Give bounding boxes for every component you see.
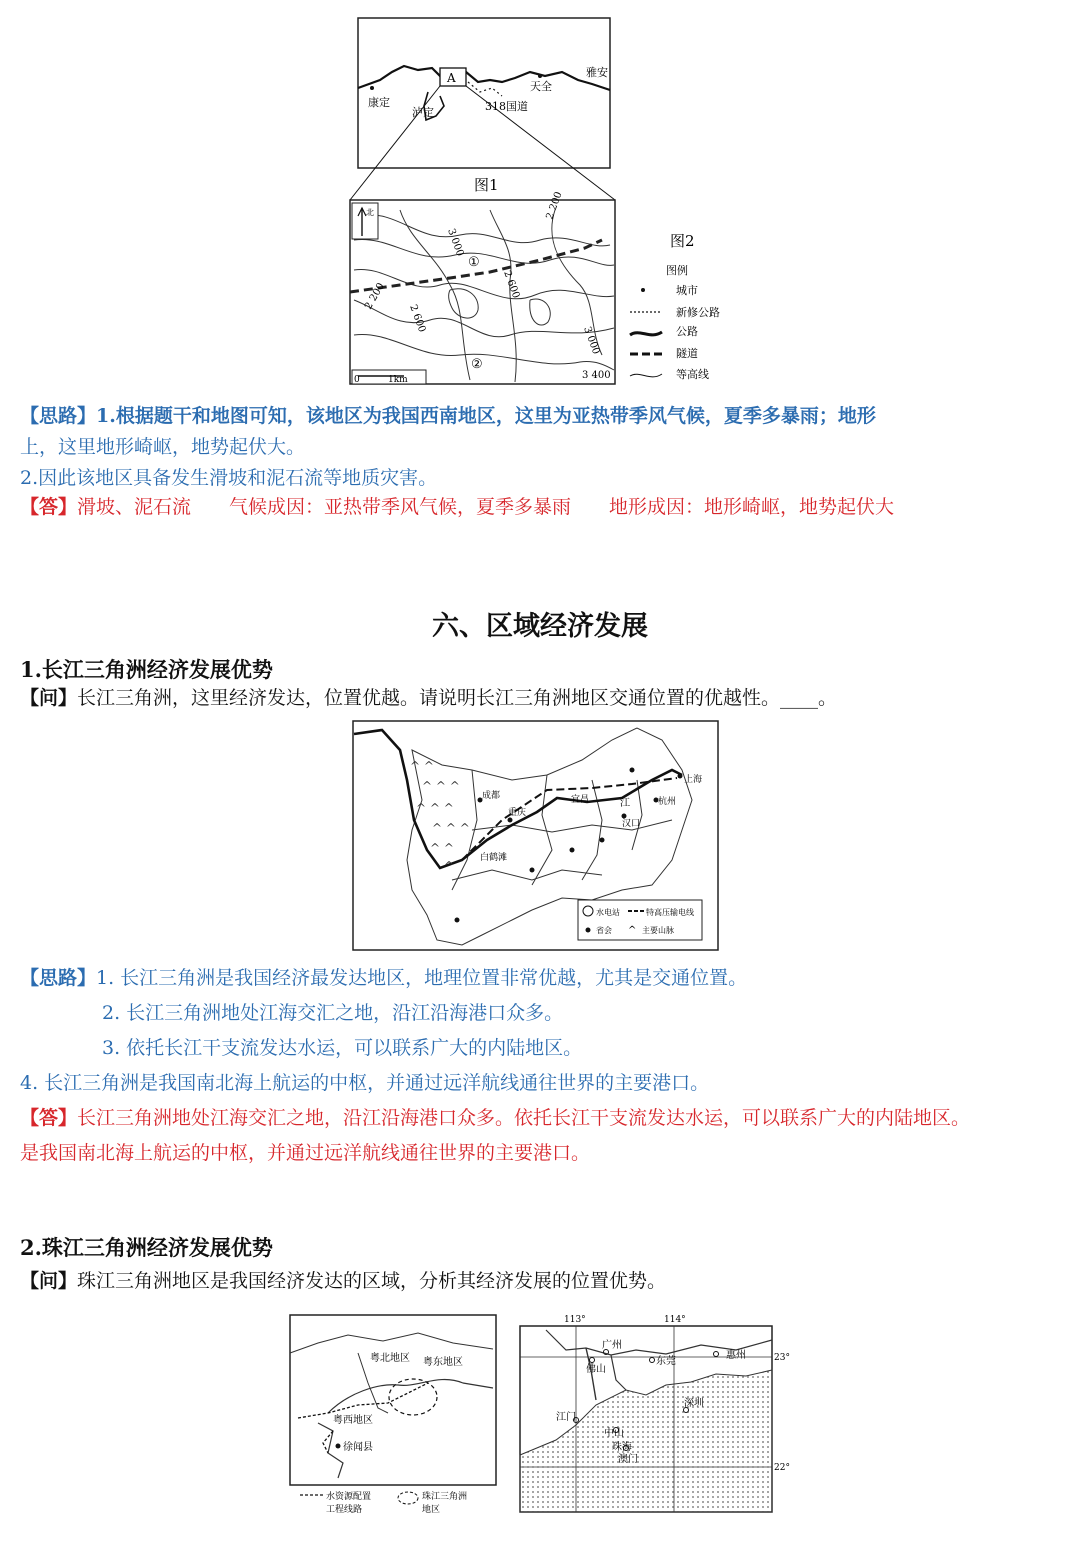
- map-shanghai: 上海: [684, 775, 703, 785]
- north-label: 北: [366, 208, 374, 217]
- figure-map-top: [340, 10, 760, 390]
- fig1-kangding: 康定: [368, 96, 390, 109]
- legend-uhv-line: 特高压输电线: [646, 908, 694, 917]
- city-huizhou: 惠州: [726, 1350, 746, 1361]
- city-shenzhen: 深圳: [684, 1398, 704, 1409]
- sub1-answer-text1: 长江三角洲地处江海交汇之地，沿江沿海港口众多。依托长江干支流发达水运，可以联系广大的内陆地区。: [77, 1107, 971, 1129]
- legend-prd-1: 珠江三角洲: [422, 1492, 468, 1502]
- q1-answer-line: [20, 494, 894, 520]
- city-zhongshan: 中山: [604, 1428, 624, 1439]
- q1-analysis-line2: 上，这里地形崎岖，地势起伏大。: [20, 436, 306, 458]
- svg-text:^: ^: [628, 925, 637, 936]
- contour-2600-a: 2 600: [501, 269, 522, 300]
- lat-23: 23°: [774, 1353, 790, 1363]
- label-xuwen: 徐闻县: [343, 1442, 373, 1453]
- lat-22: 22°: [774, 1463, 790, 1473]
- scale-km: 1km: [388, 375, 408, 385]
- q1-analysis-line1: [20, 403, 876, 429]
- contour-2200-b: 2 200: [363, 281, 387, 312]
- sub1-analysis-3: 3. 依托长江干支流发达水运，可以联系广大的内陆地区。: [102, 1037, 583, 1059]
- sub1-analysis-1: [20, 965, 747, 991]
- point-2: ②: [471, 357, 483, 372]
- legend-road: 公路: [676, 325, 698, 338]
- map-hankou: 汉口: [622, 819, 641, 829]
- sub2-question-text: 珠江三角洲地区是我国经济发达的区域，分析其经济发展的位置优势。: [77, 1270, 667, 1292]
- legend-water-1: 水资源配置: [326, 1492, 372, 1502]
- contour-2600-b: 2 600: [407, 303, 428, 334]
- fig1-yaan: 雅安: [586, 66, 608, 79]
- label-yuexi: 粤西地区: [333, 1415, 373, 1426]
- map-yichang: 宜昌: [571, 795, 590, 805]
- legend-contour: 等高线: [676, 368, 709, 381]
- lon-113: 113°: [564, 1315, 586, 1325]
- svg-text:^ ^ ^: ^ ^ ^: [422, 779, 460, 793]
- q1-analysis-label: 【思路】: [20, 405, 97, 427]
- city-dongguan: 东莞: [656, 1356, 676, 1367]
- map-pearl-right: [516, 1310, 796, 1515]
- sub1-question-text: 长江三角洲，这里经济发达，位置优越。请说明长江三角洲地区交通位置的优越性。____。: [77, 687, 838, 709]
- map-chongqing: 重庆: [508, 808, 527, 818]
- sub1-analysis-label: 【思路】: [20, 967, 97, 989]
- fig2-caption: 图2: [670, 232, 695, 250]
- legend-hydropower: 水电站: [596, 908, 620, 917]
- map-pearl-left: [288, 1313, 500, 1523]
- q1-answer-label: 【答】: [20, 496, 78, 518]
- contour-2200: 2 200: [544, 190, 565, 222]
- q1-answer-text: 滑坡、泥石流 气候成因：亚热带季风气候，夏季多暴雨 地形成因：地形崎岖，地势起伏大: [77, 496, 895, 518]
- sub1-question-label: 【问】: [20, 687, 78, 709]
- sub1-question: [20, 685, 837, 711]
- svg-text:^ ^: ^ ^: [410, 759, 434, 773]
- scale-zero: 0: [354, 375, 360, 385]
- map-hangzhou: 杭州: [658, 797, 677, 807]
- label-yuedong: 粤东地区: [423, 1357, 463, 1368]
- point-1: ①: [468, 255, 480, 270]
- svg-text:^ ^ ^: ^ ^ ^: [432, 821, 470, 835]
- sub2-question: [20, 1268, 666, 1294]
- label-yuebei: 粤北地区: [370, 1353, 410, 1364]
- fig1-box-a: A: [447, 71, 456, 85]
- svg-text:^ ^ ^: ^ ^ ^: [416, 801, 454, 815]
- fig1-caption: 图1: [474, 176, 499, 194]
- lon-114: 114°: [664, 1315, 686, 1325]
- sub1-title: 1.长江三角洲经济发展优势: [20, 657, 273, 682]
- map-baihetan: 白鹤滩: [480, 853, 508, 863]
- city-guangzhou: 广州: [602, 1340, 622, 1351]
- city-foshan: 佛山: [586, 1364, 606, 1375]
- sub2-title: 2.珠江三角洲经济发展优势: [20, 1235, 273, 1260]
- legend-capital: 省会: [596, 926, 612, 935]
- legend-title: 图例: [666, 264, 688, 277]
- city-zhuhai: 珠海: [612, 1442, 632, 1453]
- contour-3000-b: 3 000: [581, 325, 602, 356]
- fig1-tianquan: 天全: [530, 80, 552, 93]
- sub2-question-label: 【问】: [20, 1270, 78, 1292]
- contour-3400: 3 400: [582, 370, 611, 381]
- legend-prd-2: 地区: [422, 1505, 441, 1515]
- legend-city: 城市: [676, 284, 698, 297]
- legend-mountain: 主要山脉: [642, 926, 674, 935]
- sub1-answer-label: 【答】: [20, 1107, 78, 1129]
- sub1-analysis-2: 2. 长江三角洲地处江海交汇之地，沿江沿海港口众多。: [102, 1002, 564, 1024]
- section-title: 六、区域经济发展: [432, 611, 648, 642]
- sub1-analysis-text1: 1. 长江三角洲是我国经济最发达地区，地理位置非常优越，尤其是交通位置。: [96, 967, 748, 989]
- legend-water-2: 工程线路: [326, 1505, 363, 1515]
- map-chengdu: 成都: [482, 791, 501, 801]
- city-jiangmen: 江门: [556, 1412, 576, 1423]
- svg-text:^: ^: [444, 859, 455, 873]
- fig1-road-318: 318国道: [485, 100, 528, 113]
- sub1-analysis-4: 4. 长江三角洲是我国南北海上航运的中枢，并通过远洋航线通往世界的主要港口。: [20, 1072, 710, 1094]
- legend-tunnel: 隧道: [676, 347, 698, 360]
- sub1-answer-line1: [20, 1105, 970, 1131]
- fig1-luding: 泸定: [412, 106, 434, 119]
- legend-new-road: 新修公路: [676, 306, 720, 319]
- map-jiang: 江: [620, 798, 630, 809]
- contour-3000: 3 000: [445, 227, 466, 258]
- q1-analysis-text1: 1.根据题干和地图可知，该地区为我国西南地区，这里为亚热带季风气候，夏季多暴雨；地形: [96, 405, 876, 427]
- svg-text:^ ^: ^ ^: [430, 841, 454, 855]
- map-yangtze: [352, 720, 720, 952]
- q1-analysis-line3: 2.因此该地区具备发生滑坡和泥石流等地质灾害。: [20, 467, 438, 489]
- sub1-answer-line2: 是我国南北海上航运的中枢，并通过远洋航线通往世界的主要港口。: [20, 1142, 591, 1164]
- city-aomen: 澳门: [618, 1454, 638, 1465]
